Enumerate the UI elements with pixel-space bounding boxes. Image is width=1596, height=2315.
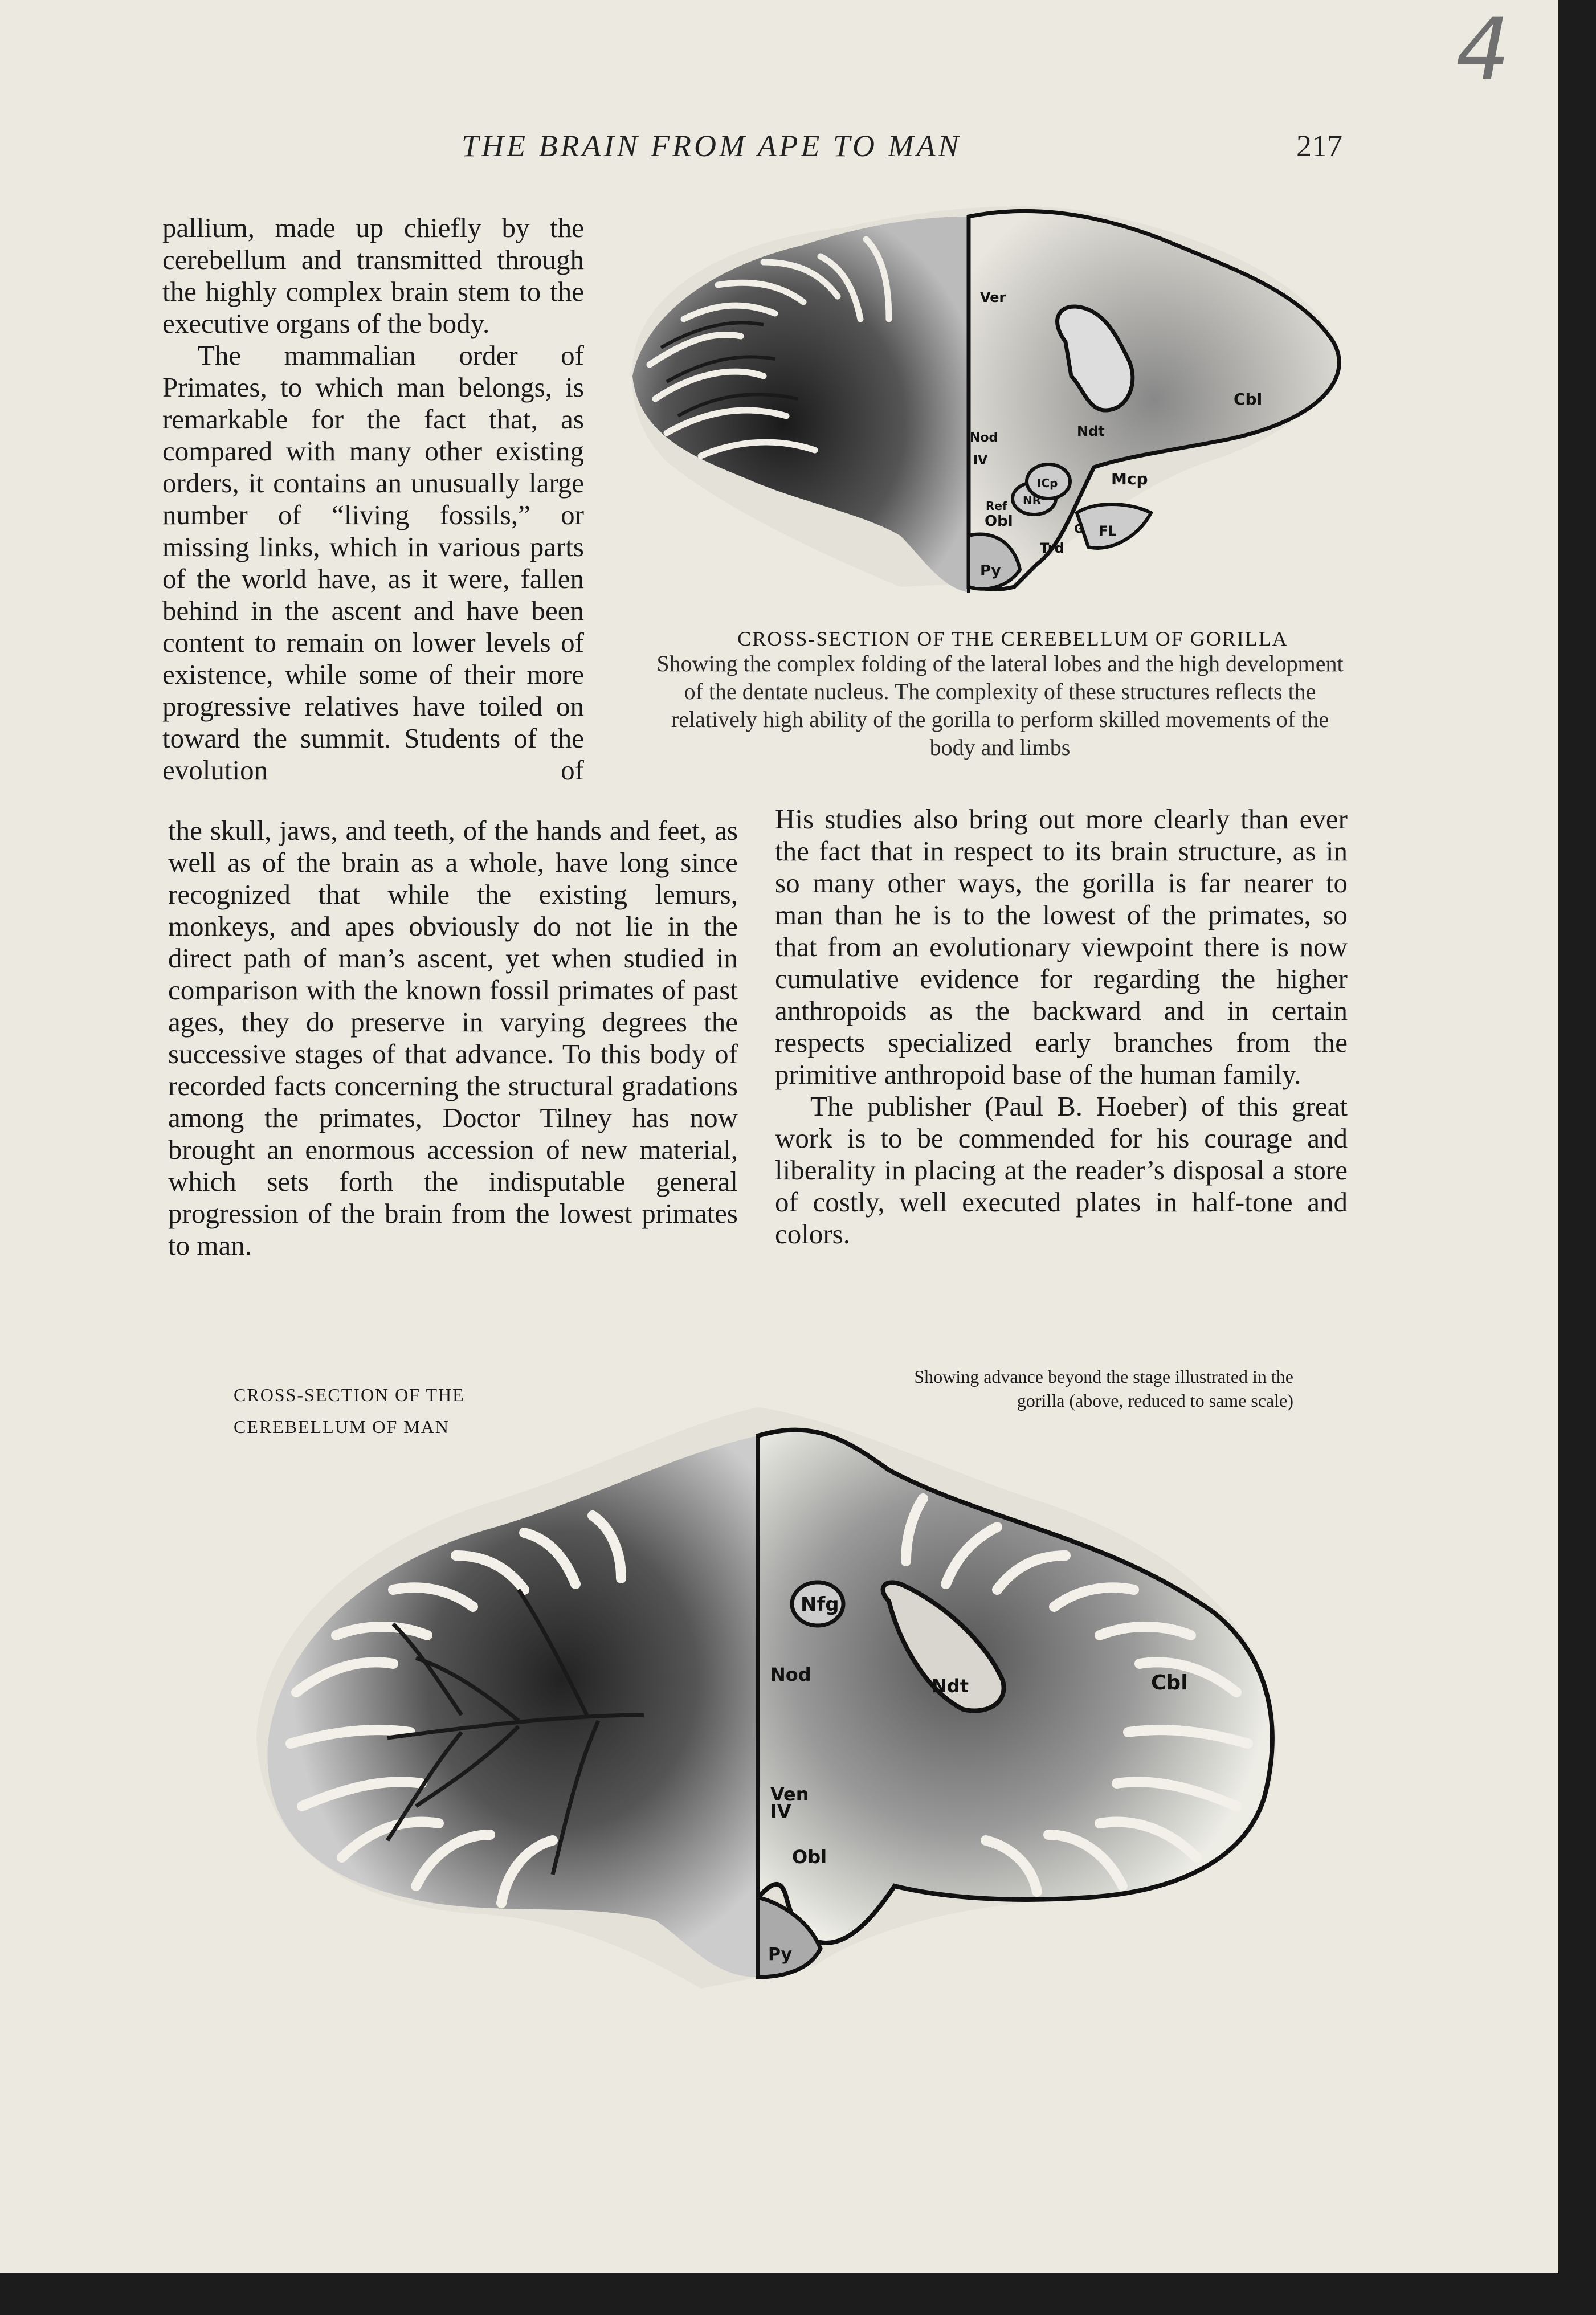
paragraph: The mammalian order of Primates, to which man belongs, is remarkable for the fact that, as compared with many other existing orders, it contains an unusually large number of “living fossils,” or missing links, which in various parts of the world have, as it were, fallen behind in the ascent and have been content to remain on lower levels of existence, while some of their more progressive relatives have toiled on toward the summit. Students of the evolution of xyxy=(162,340,584,786)
label-nr: NR xyxy=(1023,493,1042,507)
pencil-page-mark: 4 xyxy=(1456,0,1511,99)
label-obl: Obl xyxy=(985,513,1013,530)
paragraph: The publisher (Paul B. Hoeber) of this great work is to be commended for his courage and liberality in placing at the reader’s disposal a store of costly, well executed plates in half-tone and colors. xyxy=(775,1091,1348,1250)
text-column-lower-left xyxy=(168,815,738,1261)
label-nod: Nod xyxy=(970,431,998,445)
paragraph: His studies also bring out more clearly than ever the fact that in respect to its brain structure, as in so many other ways, the gorilla is far nearer to man than he is to the lowest of the primates, so that from an evolutionary viewpoint there is now cumulative evidence for regarding the higher anthropoids as the backward and in certain respects specialized early branches from the primitive anthropoid base of the human family. xyxy=(775,803,1348,1090)
label-cbl: Cbl xyxy=(1151,1671,1188,1695)
label-ndt: Ndt xyxy=(932,1675,969,1697)
paragraph: the skull, jaws, and teeth, of the hands and feet, as well as of the brain as a whole, have long since recognized that while the existing lemurs, monkeys, and apes obviously do not lie in the direct path of man’s ascent, yet when studied in comparison with the known fossil primates of past ages, they do preserve in varying degrees the successive stages of that advance. To this body of recorded facts concerning the structural gradations among the primates, Doctor Tilney has now brought an enormous accession of new material, which sets forth the indisputable general progression of the brain from the lowest primates to man. xyxy=(168,815,738,1261)
gorilla-caption-title: CROSS-SECTION OF THE CEREBELLUM OF GORILLA xyxy=(737,627,1288,650)
gorilla-cerebellum-illustration xyxy=(615,194,1356,604)
page-number: 217 xyxy=(1296,129,1342,163)
label-iv: IV xyxy=(973,454,988,468)
label-ven: Ven xyxy=(770,1783,809,1805)
label-nod: Nod xyxy=(770,1664,811,1685)
label-obl: Obl xyxy=(792,1846,827,1868)
running-title: THE BRAIN FROM APE TO MAN xyxy=(462,129,962,163)
text-column-upper-left xyxy=(162,212,584,786)
label-nfg: Nfg xyxy=(801,1593,839,1616)
man-figure-note: Showing advance beyond the stage illustrated in the gorilla (above, reduced to same scale) xyxy=(914,1366,1293,1411)
label-cbl: Cbl xyxy=(1234,390,1263,409)
label-ndt: Ndt xyxy=(1077,423,1105,439)
label-ref: Ref xyxy=(986,499,1007,513)
label-py: Py xyxy=(980,562,1001,579)
human-cerebellum-illustration xyxy=(245,1373,1288,2023)
label-ver: Ver xyxy=(980,289,1006,305)
label-g: G xyxy=(1074,522,1084,536)
paragraph: pallium, made up chiefly by the cerebellum and transmitted through the highly complex brain stem to the executive organs of the body. xyxy=(162,212,584,339)
label-icp: ICp xyxy=(1037,476,1058,490)
gorilla-caption-text: Showing the complex folding of the lateral lobes and the high development of the dentate nucleus. The complexity of these structures reflects the relatively high ability of the gorilla to perform skilled movements of the body and limbs xyxy=(656,651,1344,760)
label-mcp: Mcp xyxy=(1111,469,1148,488)
label-py: Py xyxy=(768,1945,793,1965)
label-fl: FL xyxy=(1099,523,1117,539)
label-trd: Trd xyxy=(1040,540,1064,556)
text-column-lower-right xyxy=(775,803,1348,1250)
label-iv: IV xyxy=(770,1800,791,1822)
man-figure-label: CROSS-SECTION OF THE CEREBELLUM OF MAN xyxy=(234,1385,465,1437)
